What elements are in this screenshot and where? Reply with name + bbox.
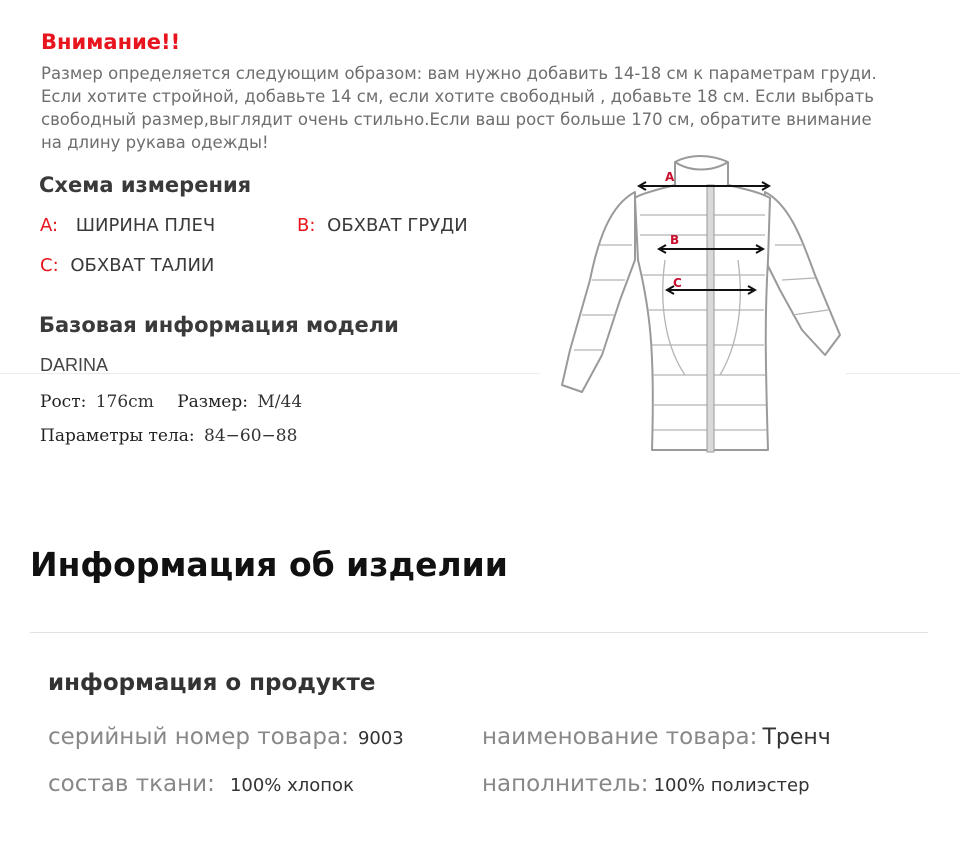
serial-label: серийный номер товара:: [48, 724, 349, 750]
body-params-value: 84−60−88: [204, 426, 298, 446]
marker-label-c: C: [673, 276, 682, 290]
divider: [846, 373, 960, 374]
attention-line: на длину рукава одежды!: [41, 133, 269, 152]
product-section-title: Информация об изделии: [30, 545, 508, 584]
height-value: 176cm: [95, 392, 154, 412]
product-name-label: наименование товара:: [482, 724, 758, 750]
product-subtitle: информация о продукте: [48, 670, 376, 696]
body-params-label: Параметры тела:: [40, 426, 195, 446]
measurement-label: ШИРИНА ПЛЕЧ: [75, 215, 216, 236]
measurement-label: ОБХВАТ ТАЛИИ: [70, 255, 215, 276]
model-height-size: [40, 392, 302, 412]
attention-text: [41, 62, 877, 154]
attention-title: Внимание!!: [41, 30, 181, 54]
measurement-key: C:: [40, 255, 59, 276]
size-label: Размер:: [177, 392, 248, 412]
fabric-row: [48, 771, 354, 797]
height-label: Рост:: [40, 392, 87, 412]
measurement-label: ОБХВАТ ГРУДИ: [327, 215, 468, 236]
product-name-row: [482, 724, 831, 750]
product-name-value: Тренч: [762, 725, 831, 750]
divider: [30, 632, 928, 633]
zipper: [707, 185, 714, 452]
measurement-item-b: [297, 215, 468, 236]
measurement-item-c: [40, 255, 214, 276]
model-name: DARINA: [40, 355, 109, 375]
size-value: M/44: [257, 392, 303, 412]
measurement-title: Схема измерения: [39, 173, 252, 197]
model-info-title: Базовая информация модели: [39, 313, 399, 337]
serial-row: [48, 724, 404, 750]
attention-line: Если хотите стройной, добавьте 14 см, если хотите свободный , добавьте 18 см. Если выбрать: [41, 87, 874, 106]
fabric-value: 100% хлопок: [229, 775, 354, 796]
model-body-params: [40, 426, 297, 446]
fabric-label: состав ткани:: [48, 771, 215, 797]
attention-line: свободный размер,выглядит очень стильно.Если ваш рост больше 170 см, обратите внимание: [41, 110, 872, 129]
filler-value: 100% полиэстер: [653, 775, 810, 796]
measurement-key: B:: [297, 215, 316, 236]
filler-label: наполнитель:: [482, 771, 649, 797]
marker-label-b: B: [670, 233, 680, 247]
attention-line: Размер определяется следующим образом: вам нужно добавить 14-18 см к параметрам груди.: [41, 64, 877, 83]
filler-row: [482, 771, 810, 797]
measurement-key: A:: [40, 215, 59, 236]
marker-label-a: A: [665, 170, 675, 184]
serial-value: 9003: [357, 728, 404, 749]
measurement-item-a: [40, 215, 215, 236]
coat-outline: [562, 156, 840, 450]
coat-diagram: [540, 150, 850, 460]
